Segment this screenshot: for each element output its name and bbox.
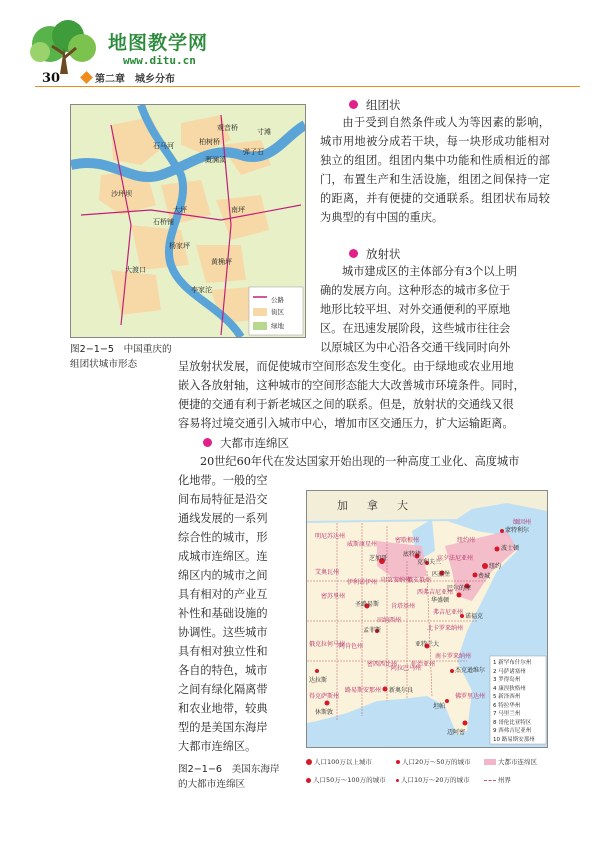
city-label: 蒙特利尔 [505, 527, 530, 534]
map-label: 南坪 [231, 206, 245, 214]
figure1-caption-line2: 组团状城市形态 [70, 359, 138, 370]
megalopolis-line: 协调性。这些城市 [178, 626, 268, 639]
legend-item: 人口100万以上城市 [306, 757, 372, 766]
map-label: 寸滩 [257, 128, 271, 136]
bullet-icon [203, 438, 212, 447]
city-label: 匹兹堡 [432, 571, 451, 578]
site-logo-tree-icon [20, 14, 110, 76]
city-label: 亚特兰大 [415, 641, 440, 648]
bullet-icon [349, 249, 358, 258]
city-dot-icon [306, 778, 311, 783]
state-label: 纽约州 [457, 537, 476, 544]
section-heading-megalopolis: 大都市连绵区 [203, 435, 289, 451]
city-dot-icon [396, 760, 400, 764]
section-heading-cluster: 组团状 [349, 97, 401, 113]
city-label: 芝加哥 [369, 555, 388, 562]
megalopolis-line: 绵区内的城市之间 [178, 569, 268, 582]
section-heading-radial: 放射状 [349, 246, 401, 262]
page-number: 30 [42, 71, 61, 86]
city-label: 纽约 [489, 563, 502, 570]
city-label: 诺福克 [465, 613, 484, 620]
radial-line: 地形比较平坦、对外交通便利的平原地 [320, 303, 511, 316]
map-label: 观音桥 [217, 124, 238, 132]
radial-line: 容易将过境交通引入城市中心，增加市区交通压力，扩大运输距离。 [178, 417, 514, 430]
megalopolis-line: 型的是美国东海岸 [178, 721, 268, 734]
us-east-coast-map [306, 490, 548, 748]
city-label: 迈阿密 [447, 729, 466, 736]
megalopolis-line: 各自的特色，城市 [178, 664, 268, 677]
megalopolis-line: 和农业地带，较典 [178, 702, 268, 715]
map-label: 石桥铺 [153, 218, 174, 226]
region-swatch-icon [484, 759, 496, 765]
city-label: 休斯敦 [315, 709, 334, 716]
bullet-icon [349, 100, 358, 109]
country-label-canada: 加 拿 大 [337, 499, 412, 512]
legend-road-label: 公路 [271, 296, 284, 304]
state-label: 俄克拉何马州 [309, 641, 346, 648]
map-label: 大渡口 [125, 266, 146, 274]
map-label: 溉澜溪 [205, 156, 226, 164]
city-dot-icon [396, 779, 399, 782]
megalopolis-line: 成城市连绵区。连 [178, 550, 268, 563]
figure2-caption-line1: 图2−1−6 美国东海岸 [178, 764, 280, 775]
us-map-legend [306, 753, 556, 793]
state-label: 得克萨斯州 [309, 693, 340, 700]
radial-line: 嵌入各放射轴，这种城市的空间形态能大大改善城市环境条件。同时， [178, 379, 525, 392]
megalopolis-first-line: 20世纪60年代在发达国家开始出现的一种高度工业化、高度城市 [200, 455, 520, 468]
megalopolis-line: 间布局特征是沿交 [178, 493, 268, 506]
state-label: 西弗吉尼亚州 [417, 589, 454, 596]
city-label: 坦帕 [433, 703, 446, 710]
radial-line: 城市建成区的主体部分有3个以上明 [342, 265, 517, 278]
megalopolis-line: 大都市连绵区。 [178, 740, 257, 753]
city-label: 新奥尔良 [389, 687, 414, 694]
state-label: 肯塔基州 [391, 603, 416, 610]
chongqing-map [70, 104, 306, 338]
state-label: 阿肯色州 [339, 643, 364, 650]
state-label: 俄亥俄州 [407, 577, 432, 584]
megalopolis-line: 化地带。一般的空 [178, 474, 268, 487]
state-label: 伊利诺伊州 [347, 579, 378, 586]
radial-line: 确的发展方向。这种形态的城市多位于 [320, 284, 511, 297]
state-label: 佛罗里达州 [455, 693, 486, 700]
megalopolis-line: 具有相对的产业互 [178, 588, 268, 601]
state-label: 宾夕法尼亚州 [437, 555, 474, 562]
state-label: 阿拉巴马州 [391, 665, 422, 672]
state-label: 印第安纳州 [381, 577, 412, 584]
map-label: 石马河 [153, 142, 174, 150]
header-divider [35, 86, 580, 87]
city-label: 费城 [478, 573, 491, 580]
map-label: 弹子石 [243, 148, 264, 156]
radial-line: 以原城区为中心沿各交通干线同时向外 [320, 341, 511, 354]
state-label: 密苏里州 [321, 593, 346, 600]
state-label: 密西西比州 [367, 661, 398, 668]
city-label: 杰克逊维尔 [455, 667, 486, 674]
megalopolis-line: 具有相对独立性和 [178, 645, 268, 658]
legend-item: 人口20万～50万的城市 [396, 757, 471, 766]
legend-block-label: 街区 [271, 308, 284, 316]
map-label: 黄桷坪 [211, 258, 232, 266]
state-label: 弗吉尼亚州 [433, 609, 464, 616]
state-label: 田纳西州 [377, 617, 402, 624]
map-label: 沙坪坝 [111, 190, 132, 198]
city-label: 波士顿 [501, 545, 520, 552]
legend-item: 大都市连绵区 [484, 757, 537, 766]
legend-item: 人口50万～100万的城市 [306, 775, 386, 784]
city-label: 克利夫兰 [417, 559, 442, 566]
city-dot-icon [306, 759, 312, 765]
radial-line: 便捷的交通有利于新老城区之间的联系。但是，放射状的交通线又很 [178, 398, 514, 411]
megalopolis-line: 综合性的城市，形 [178, 531, 268, 544]
state-label: 密歇根州 [395, 537, 420, 544]
chongqing-map-graphic [71, 105, 305, 337]
section-text-cluster: 由于受到自然条件或人为等因素的影响，城市用地被分成若干块，每一块形成功能相对独立的组团。组团内集中功能和性质相近的部门，布置生产和生活设施，组团之间保持一定的距离，并有便捷的交通联系。组团状布局较为典型的有中国的重庆。 [320, 116, 550, 224]
state-label: 路易斯安那州 [345, 687, 382, 694]
map-label: 李家沱 [191, 286, 212, 294]
city-label: 华盛顿 [431, 597, 450, 604]
legend-item: 人口10万～20万的城市 [396, 775, 470, 784]
city-label: 巴尔的摩 [447, 585, 472, 592]
radial-line: 区。在迅速发展阶段，这些城市往往会 [320, 322, 511, 335]
state-label: 艾奥瓦州 [315, 569, 340, 576]
state-label: 明尼苏达州 [315, 533, 346, 540]
chapter-title: 第二章 城乡分布 [95, 74, 175, 85]
state-label: 南卡罗来纳州 [435, 653, 472, 660]
numbered-legend: 1 新罕布什尔州 2 马萨诸塞州 3 罗得岛州 4 康涅狄格州 5 新泽西州 6 特拉华州 7 马里兰州 8 哥伦比亚特区 9 西弗吉尼亚州 10 路易斯安那州 [493, 660, 535, 743]
figure2-caption-line2: 的大都市连绵区 [178, 779, 246, 790]
border-line-icon [484, 780, 496, 781]
legend-green-label: 绿地 [271, 322, 284, 330]
figure1-caption-line1: 图2−1−5 中国重庆的 [70, 344, 172, 355]
city-label: 达拉斯 [309, 677, 328, 684]
state-label: 佐治亚州 [411, 661, 436, 668]
map-label: 杨家坪 [169, 242, 190, 250]
state-label: 缅因州 [513, 519, 532, 526]
legend-item: 州界 [484, 775, 511, 784]
radial-line: 呈放射状发展，而促使城市空间形态发生变化。由于绿地或农业用地 [178, 360, 514, 373]
state-label: 北卡罗来纳州 [427, 625, 464, 632]
site-url[interactable]: www.ditu.cn [123, 54, 196, 67]
city-label: 孟菲斯 [363, 627, 382, 634]
megalopolis-line: 补性和基础设施的 [178, 607, 268, 620]
map-label: 大坪 [173, 206, 187, 214]
map-label: 柏树桥 [199, 138, 220, 146]
megalopolis-line: 通线发展的一系列 [178, 512, 268, 525]
state-label: 威斯康星州 [347, 541, 378, 548]
city-label: 底特律 [403, 551, 422, 558]
city-label: 圣路易斯 [355, 601, 380, 608]
megalopolis-line: 之间有绿化隔离带 [178, 683, 268, 696]
site-name: 地图教学网 [108, 32, 209, 54]
